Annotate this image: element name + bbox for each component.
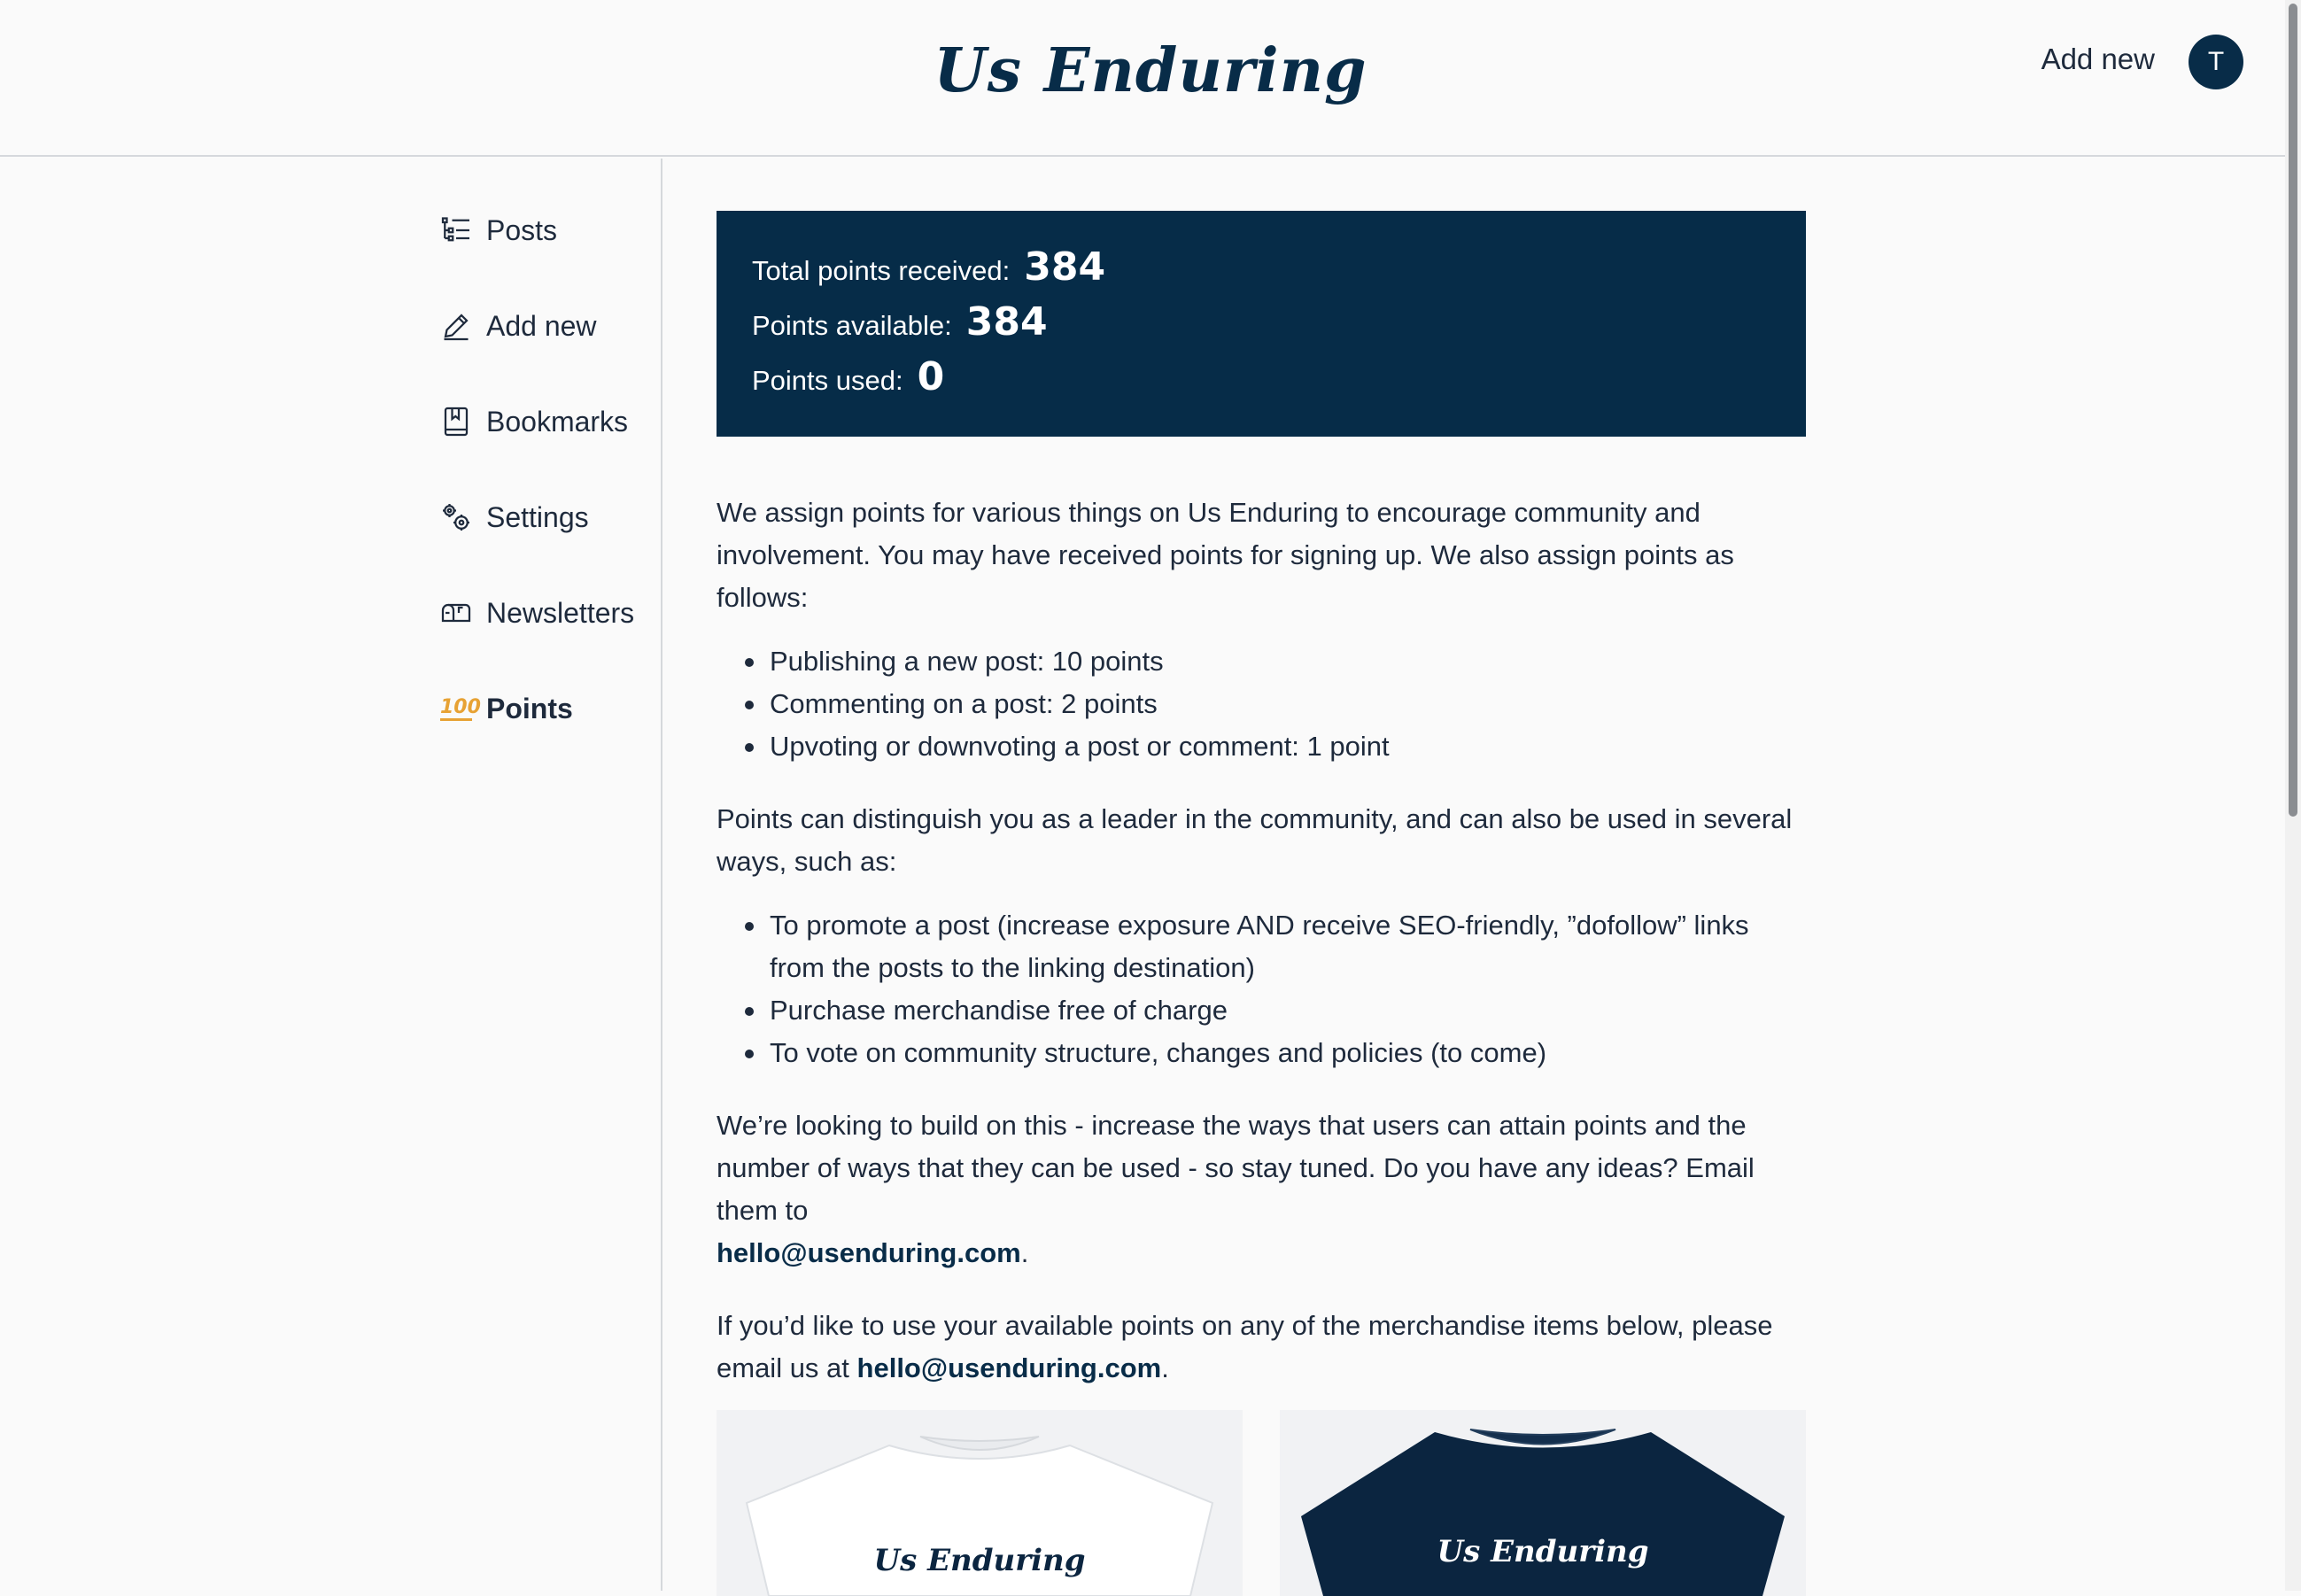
points-summary-panel	[717, 211, 1806, 437]
hundred-points-icon: 100	[440, 697, 472, 721]
point-uses-list	[770, 904, 1806, 1074]
sidebar	[0, 159, 662, 1591]
available-points-row	[752, 299, 1770, 354]
list-tree-icon	[440, 214, 472, 246]
mailbox-icon	[440, 597, 472, 629]
used-points-label: Points used:	[752, 365, 903, 396]
uses-intro-paragraph: Points can distinguish you as a leader in the community, and can also be used in several ways, such as:	[717, 803, 1793, 877]
total-points-row	[752, 244, 1770, 299]
header-add-new-link[interactable]: Add new	[2041, 43, 2155, 75]
total-points-label: Total points received:	[752, 255, 1011, 286]
list-item: Upvoting or downvoting a post or comment: 1 point	[770, 725, 1806, 768]
merch-card-white-tshirt[interactable]	[717, 1410, 1243, 1596]
site-logo[interactable]: Us Enduring	[934, 35, 1367, 106]
available-points-label: Points available:	[752, 310, 952, 341]
earn-points-list	[770, 640, 1806, 768]
main-content	[717, 211, 1806, 1390]
period: .	[1161, 1352, 1169, 1383]
sidebar-item-add-new[interactable]	[440, 304, 597, 348]
list-item: Purchase merchandise free of charge	[770, 989, 1806, 1032]
merch-paragraph	[717, 1305, 1806, 1390]
intro-paragraph: We assign points for various things on Us Enduring to encourage community and involvement. You may have received points for signing up. We also assign points as follows:	[717, 497, 1734, 613]
sidebar-item-label: Newsletters	[486, 596, 635, 629]
top-bar	[0, 0, 2301, 157]
list-item: Publishing a new post: 10 points	[770, 640, 1806, 683]
pencil-icon	[440, 310, 472, 342]
used-points-row	[752, 354, 1770, 409]
build-paragraph	[717, 1104, 1806, 1274]
merchandise-grid	[717, 1410, 1806, 1596]
period: .	[1020, 1237, 1029, 1268]
list-item: Commenting on a post: 2 points	[770, 683, 1806, 725]
sidebar-item-newsletters[interactable]	[440, 591, 634, 635]
shirt-print-text: Us Enduring	[1437, 1534, 1649, 1569]
shirt-print-text: Us Enduring	[873, 1543, 1086, 1578]
total-points-value: 384	[1024, 244, 1106, 290]
list-item: To promote a post (increase exposure AND receive SEO-friendly, ”dofollow” links from the posts to the linking destination)	[770, 904, 1806, 989]
email-link[interactable]: hello@usenduring.com	[856, 1352, 1162, 1383]
sidebar-item-settings[interactable]	[440, 495, 589, 539]
list-item: To vote on community structure, changes and policies (to come)	[770, 1032, 1806, 1074]
used-points-value: 0	[917, 354, 945, 399]
scrollbar-thumb[interactable]	[2289, 4, 2297, 817]
build-text: We’re looking to build on this - increase the ways that users can attain points and the number of ways that they can be used - so stay tuned. Do you have any ideas? Email them to	[717, 1110, 1755, 1226]
merch-text: If you’d like to use your available points on any of the merchandise items below, please email us at	[717, 1310, 1773, 1383]
sidebar-item-label: Bookmarks	[486, 405, 629, 438]
scrollbar[interactable]	[2285, 0, 2301, 1591]
sidebar-item-posts[interactable]	[440, 208, 557, 252]
gears-icon	[440, 501, 472, 533]
sidebar-item-points[interactable]	[440, 686, 573, 731]
available-points-value: 384	[965, 299, 1048, 345]
merch-card-navy-tshirt[interactable]	[1280, 1410, 1806, 1596]
email-link[interactable]: hello@usenduring.com	[717, 1237, 1021, 1268]
sidebar-item-label: Settings	[486, 500, 589, 533]
bookmark-book-icon	[440, 406, 472, 438]
avatar[interactable]: T	[2189, 35, 2243, 89]
sidebar-item-label: Add new	[486, 309, 597, 342]
sidebar-item-bookmarks[interactable]	[440, 399, 628, 444]
sidebar-item-label: Points	[486, 692, 573, 724]
sidebar-item-label: Posts	[486, 213, 558, 246]
